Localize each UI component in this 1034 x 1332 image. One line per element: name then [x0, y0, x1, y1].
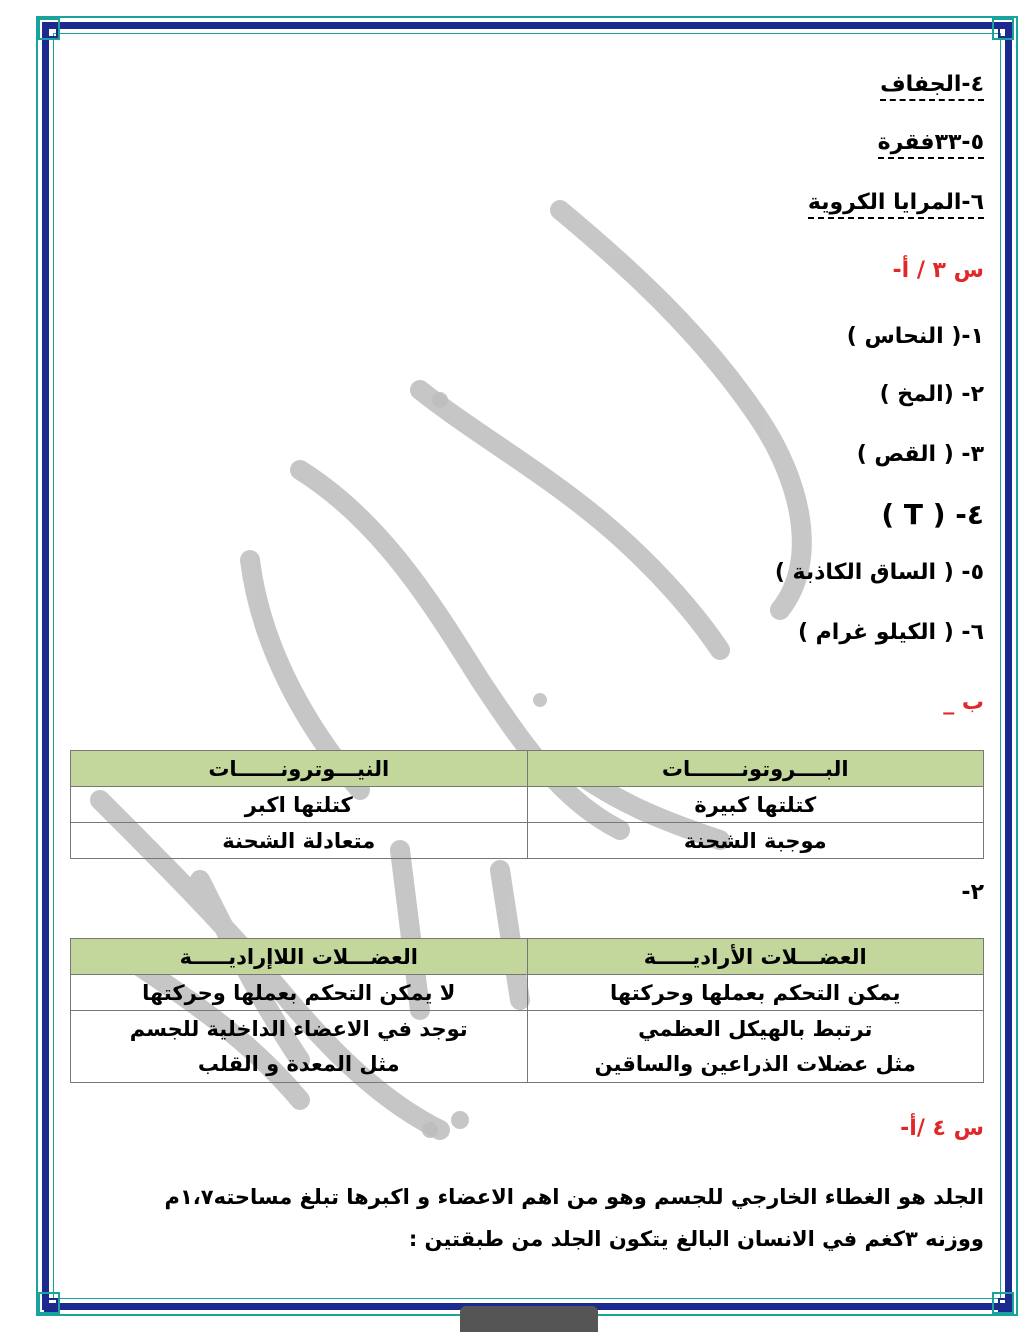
table-row — [71, 823, 984, 859]
table-header-involuntary: العضـــلات اللاإراديـــــة — [71, 939, 528, 975]
table-header-protons: البــــروتونـــــــات — [527, 751, 984, 787]
table-cell: متعادلة الشحنة — [71, 823, 528, 859]
q3a-item-1: ١-( النحاس ) — [846, 324, 984, 349]
q3a-item-4: ٤- ( T ) — [881, 498, 984, 531]
answer-item-6: ٦-المرايا الكروية — [808, 190, 984, 219]
q4a-line-1: الجلد هو الغطاء الخارجي للجسم وهو من اهم الاعضاء و اكبرها تبلغ مساحته١،٧م — [164, 1185, 984, 1209]
q3a-item-6: ٦- ( الكيلو غرام ) — [797, 620, 984, 645]
question-3b-heading: ب _ — [943, 690, 984, 715]
protons-neutrons-table — [70, 750, 984, 859]
q4a-line-2: ووزنه ٣كغم في الانسان البالغ يتكون الجلد من طبقتين : — [408, 1227, 984, 1251]
table-row — [71, 975, 984, 1011]
muscles-table — [70, 938, 984, 1083]
frame-corner-ornament — [38, 18, 60, 40]
scroll-handle[interactable] — [460, 1306, 598, 1332]
answer-item-5: ٥-٣٣فقرة — [878, 130, 984, 159]
frame-corner-ornament — [38, 1292, 60, 1314]
q3a-item-3: ٣- ( القص ) — [856, 442, 984, 467]
table-header-row — [71, 751, 984, 787]
q3a-item-2: ٢- (المخ ) — [879, 382, 984, 407]
table-cell: موجبة الشحنة — [527, 823, 984, 859]
table-cell: يمكن التحكم بعملها وحركتها — [527, 975, 984, 1011]
table-header-neutrons: النيـــوترونــــــات — [71, 751, 528, 787]
question-4a-heading: س ٤ /أ- — [900, 1116, 984, 1141]
table-cell: مثل عضلات الذراعين والساقين — [527, 1047, 984, 1083]
table-header-row — [71, 939, 984, 975]
table-row — [71, 1047, 984, 1083]
table-row — [71, 787, 984, 823]
q3a-item-5: ٥- ( الساق الكاذبة ) — [774, 560, 984, 585]
frame-corner-ornament — [992, 18, 1014, 40]
table-cell: لا يمكن التحكم بعملها وحركتها — [71, 975, 528, 1011]
question-3a-heading: س ٣ / أ- — [892, 258, 984, 283]
table-cell: كتلتها كبيرة — [527, 787, 984, 823]
q3b-item-2-label: ٢- — [961, 880, 984, 905]
frame-corner-ornament — [992, 1292, 1014, 1314]
page-frame-inner — [53, 33, 1001, 1299]
answer-item-4: ٤-الجفاف — [880, 72, 984, 101]
table-cell: مثل المعدة و القلب — [71, 1047, 528, 1083]
table-row — [71, 1011, 984, 1047]
q4a-paragraph — [70, 1176, 984, 1260]
table-cell: ترتبط بالهيكل العظمي — [527, 1011, 984, 1047]
table-header-voluntary: العضـــلات الأراديـــــة — [527, 939, 984, 975]
table-cell: كتلتها اكبر — [71, 787, 528, 823]
table-cell: توجد في الاعضاء الداخلية للجسم — [71, 1011, 528, 1047]
